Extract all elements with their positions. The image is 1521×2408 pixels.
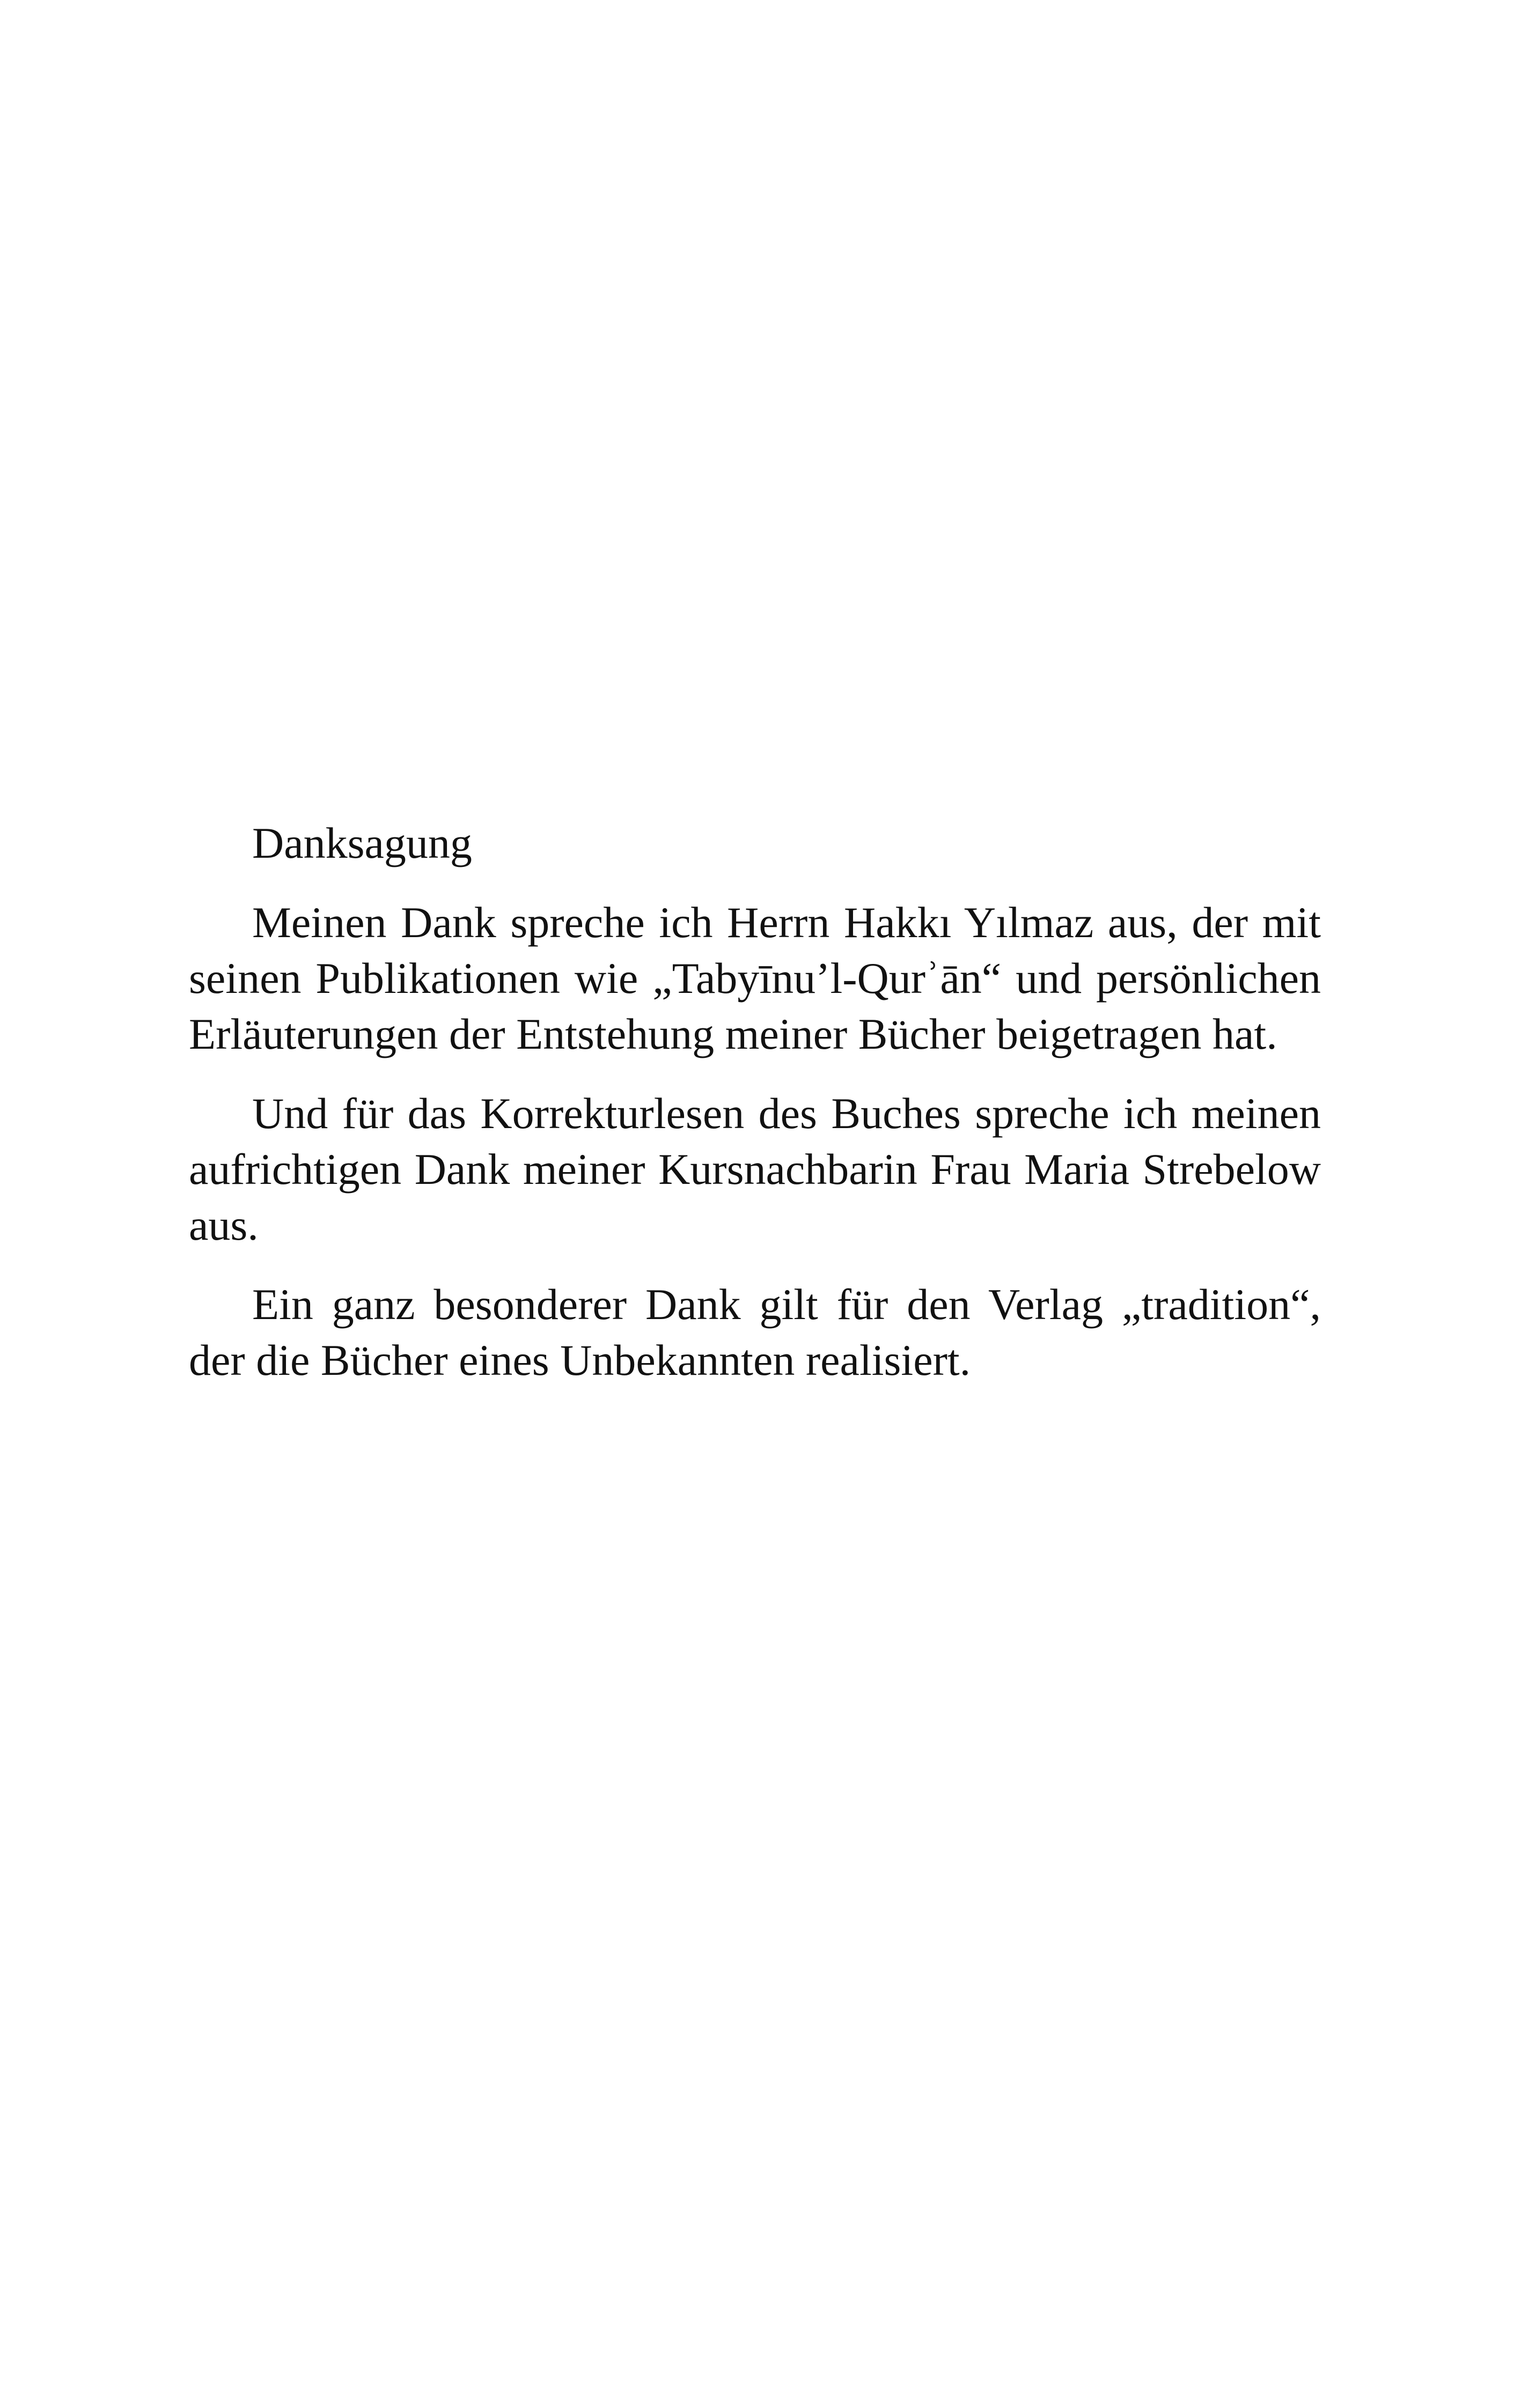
paragraph-3: Ein ganz besonderer Dank gilt für den Verlag „tradition“, der die Bücher eines Unbekannten realisiert. [189, 1280, 1321, 1385]
section-heading: Danksagung [252, 819, 472, 867]
paragraph-2: Und für das Korrekturlesen des Buches spreche ich meinen aufrichtigen Dank meiner Kursnachbarin Frau Maria Strebelow aus. [189, 1089, 1321, 1249]
paragraph-1: Meinen Dank spreche ich Herrn Hakkı Yılmaz aus, der mit seinen Publikationen wie „Tabyīnu’l-Qurʾān“ und persönlichen Erläuterungen der Entstehung meiner Bücher beigetragen hat. [189, 898, 1321, 1058]
acknowledgements-section [189, 815, 1321, 1412]
